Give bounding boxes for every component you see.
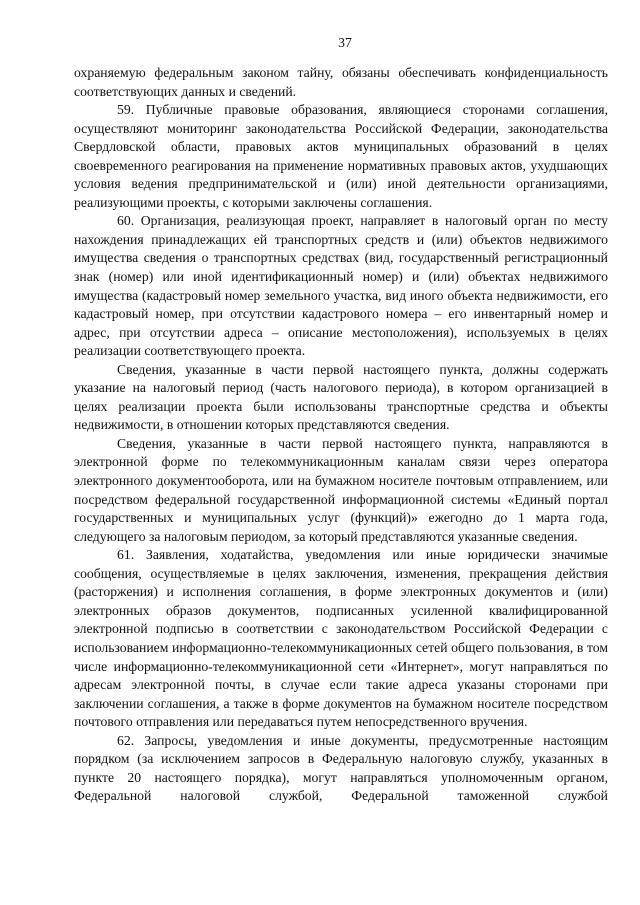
paragraph-60-part-2: Сведения, указанные в части первой настоящего пункта, должны содержать указание на налоговый период (часть налогового периода), в котором организацией в целях реализации проекта были использованы транспортные средства и объекты недвижимости, в отношении которых представляются сведения.	[74, 361, 608, 433]
paragraph-61: 61. Заявления, ходатайства, уведомления или иные юридически значимые сообщения, осуществляемые в целях заключения, изменения, прекращения действия (расторжения) и исполнения соглашения, в форме электронных документов и (или) электронных образов документов, подписанных усиленной квалифицированной электронной подписью в соответствии с законодательством Российской Федерации с использованием информационно-телекоммуникационных сетей общего пользования, в том числе информационно-телекоммуникационной сети «Интернет», могут направляться по адресам электронной почты, в случае если такие адреса указаны сторонами при заключении соглашения, а также в форме документов на бумажном носителе посредством почтового отправления или передаваться путем непосредственного вручения.	[74, 547, 608, 730]
paragraph-60-part-3: Сведения, указанные в части первой настоящего пункта, направляются в электронной форме по телекоммуникационным каналам связи через оператора электронного документооборота, или на бумажном носителе почтовым отправлением, или посредством федеральной государственной информационной системы «Единый портал государственных и муниципальных услуг (функций)» ежегодно до 1 марта года, следующего за налоговым периодом, за который представляются указанные сведения.	[74, 435, 608, 544]
paragraph-62: 62. Запросы, уведомления и иные документы, предусмотренные настоящим порядком (за исключением запросов в Федеральную налоговую службу, указанных в пункте 20 настоящего порядка), могут направляться уполномоченным органом, Федеральной налоговой службой, Федеральной таможенной службой	[74, 732, 608, 804]
paragraph-60: 60. Организация, реализующая проект, направляет в налоговый орган по месту нахождения принадлежащих ей транспортных средств и (или) объектов недвижимого имущества сведения о транспортных средствах (вид, государственный регистрационный знак (номер) или иной идентификационный номер) и (или) объектах недвижимого имущества (кадастровый номер земельного участка, вид иного объекта недвижимости, его кадастровый номер, при отсутствии кадастрового номера – его инвентарный номер и адрес, при отсутствии адреса – описание местоположения), используемых в целях реализации соответствующего проекта.	[74, 213, 608, 359]
paragraph-59: 59. Публичные правовые образования, являющиеся сторонами соглашения, осуществляют мониторинг законодательства Российской Федерации, законодательства Свердловской области, правовых актов муниципальных образований в целях своевременного реагирования на применение нормативных правовых актов, ухудшающих условия ведения предпринимательской и (или) иной деятельности организациями, реализующими проекты, с которыми заключены соглашения.	[74, 102, 608, 210]
document-page	[74, 34, 608, 806]
page-number: 37	[338, 35, 352, 50]
paragraph-continuation: охраняемую федеральным законом тайну, обязаны обеспечивать конфиденциальность соответствующих данных и сведений.	[74, 65, 608, 99]
